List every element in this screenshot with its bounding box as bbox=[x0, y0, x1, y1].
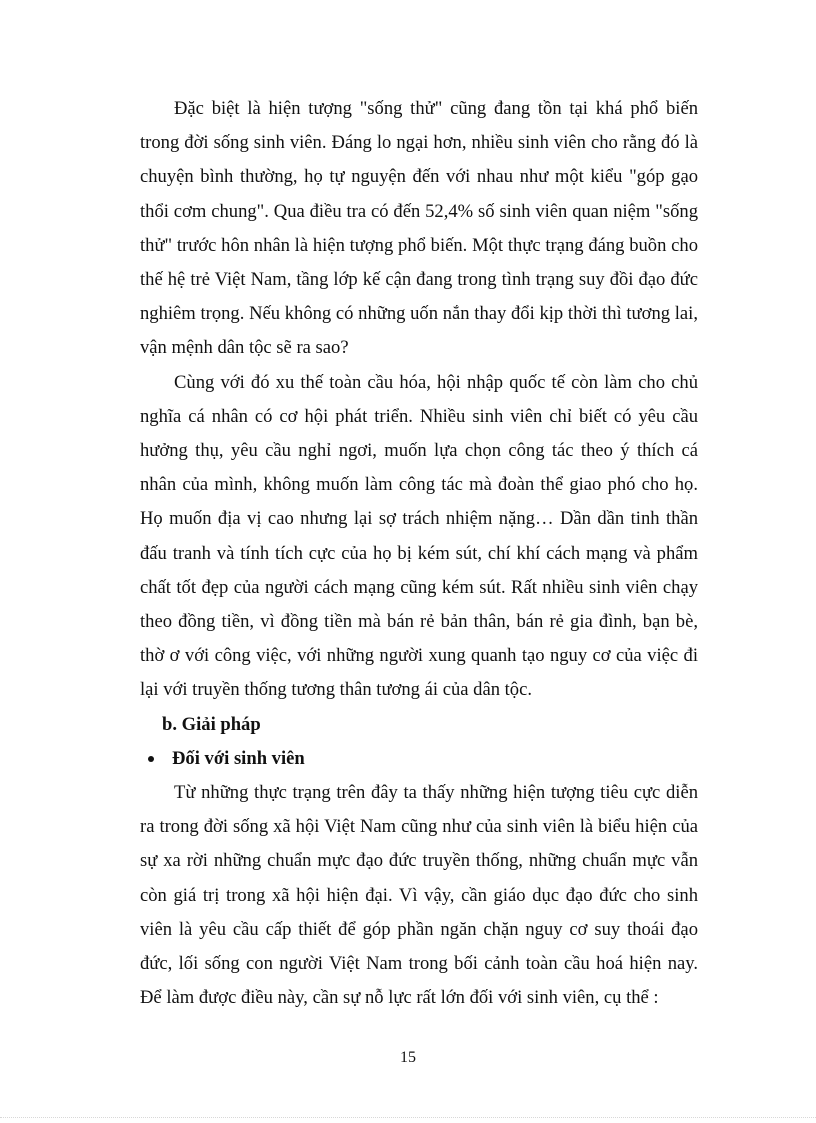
bullet-heading-label: Đối với sinh viên bbox=[172, 747, 305, 769]
bullet-icon bbox=[148, 756, 154, 762]
body-text bbox=[140, 92, 698, 1015]
paragraph-solution: Từ những thực trạng trên đây ta thấy những hiện tượng tiêu cực diễn ra trong đời sống xã hội Việt Nam cũng như của sinh viên là biểu hiện của sự xa rời những chuẩn mực đạo đức truyền thống, những chuẩn mực vẫn còn giá trị trong xã hội hiện đại. Vì vậy, cần giáo dục đạo đức cho sinh viên là yêu cầu cấp thiết để góp phần ngăn chặn nguy cơ suy thoái đạo đức, lối sống con người Việt Nam trong bối cảnh toàn cầu hoá hiện nay. Để làm được điều này, cần sự nỗ lực rất lớn đối với sinh viên, cụ thể : bbox=[140, 782, 698, 1009]
paragraph-cohabitation: Đặc biệt là hiện tượng "sống thử" cũng đang tồn tại khá phổ biến trong đời sống sinh viên. Đáng lo ngại hơn, nhiều sinh viên cho rằng đó là chuyện bình thường, họ tự nguyện đến với nhau như một kiểu "góp gạo thổi cơm chung". Qua điều tra có đến 52,4% số sinh viên quan niệm "sống thử" trước hôn nhân là hiện tượng phổ biến. Một thực trạng đáng buồn cho thế hệ trẻ Việt Nam, tầng lớp kế cận đang trong tình trạng suy đồi đạo đức nghiêm trọng. Nếu không có những uốn nắn thay đổi kịp thời thì tương lai, vận mệnh dân tộc sẽ ra sao? bbox=[140, 98, 698, 359]
section-heading: b. Giải pháp bbox=[162, 713, 261, 735]
paragraph-individualism: Cùng với đó xu thế toàn cầu hóa, hội nhập quốc tế còn làm cho chủ nghĩa cá nhân có cơ hội phát triển. Nhiều sinh viên chỉ biết có yêu cầu hưởng thụ, yêu cầu nghỉ ngơi, muốn lựa chọn công tác theo ý thích cá nhân của mình, không muốn làm công tác mà đoàn thể giao phó cho họ. Họ muốn địa vị cao nhưng lại sợ trách nhiệm nặng… Dần dần tinh thần đấu tranh và tính tích cực của họ bị kém sút, chí khí cách mạng và phẩm chất tốt đẹp của người cách mạng cũng kém sút. Rất nhiều sinh viên chạy theo đồng tiền, vì đồng tiền mà bán rẻ bản thân, bán rẻ gia đình, bạn bè, thờ ơ với công việc, với những người xung quanh tạo nguy cơ của việc đi lại với truyền thống tương thân tương ái của dân tộc. bbox=[140, 371, 698, 701]
bullet-heading bbox=[140, 742, 698, 776]
page-number: 15 bbox=[400, 1049, 416, 1066]
page-bottom-divider bbox=[0, 1117, 816, 1118]
